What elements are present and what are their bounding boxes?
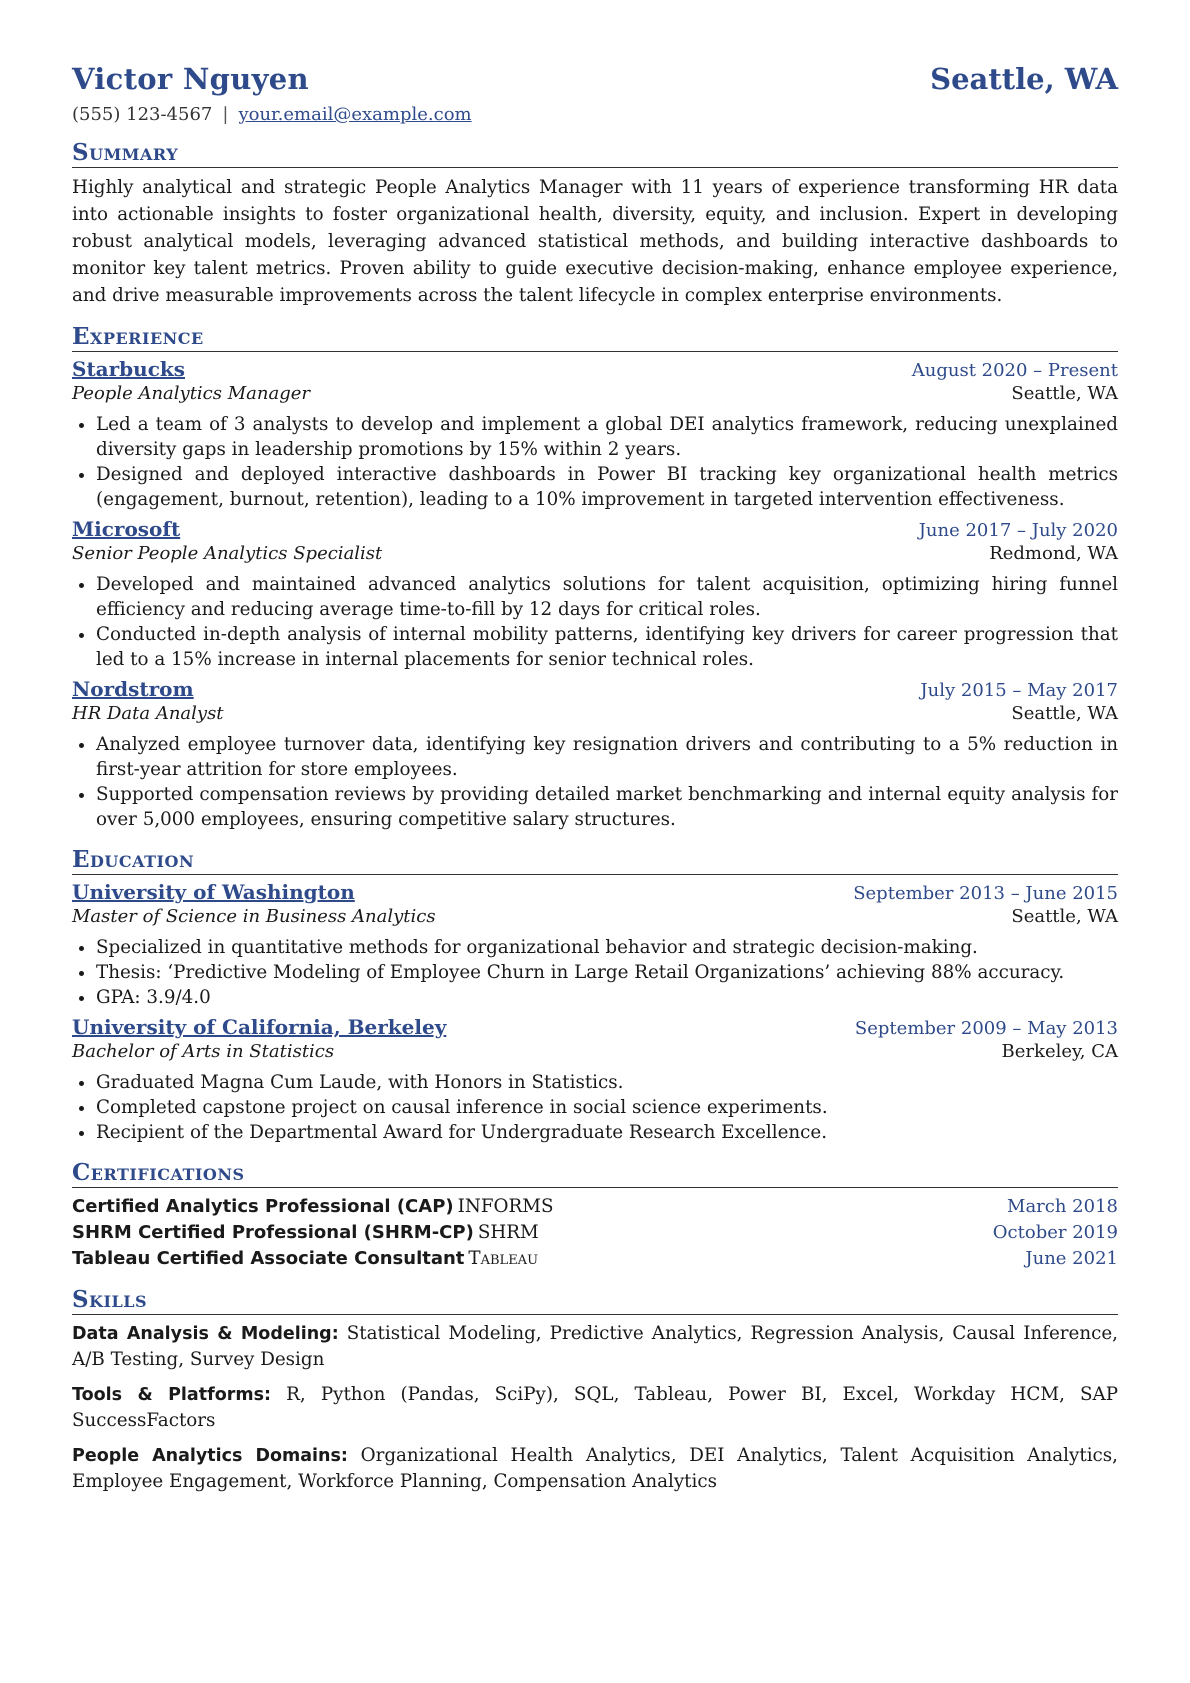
school-location: Seattle, WA — [1011, 906, 1118, 927]
bullet-item: • Analyzed employee turnover data, identifying key resignation drivers and contributing to a 5% reduction in first-year attrition for store employees. — [96, 732, 1118, 782]
section-title-experience: Experience — [72, 323, 1118, 352]
degree: Bachelor of Arts in Statistics — [72, 1041, 335, 1062]
job-location: Seattle, WA — [1011, 383, 1118, 404]
experience-entry — [72, 357, 1118, 512]
certification-row — [72, 1246, 1118, 1272]
education-entry — [72, 1015, 1118, 1145]
certification-date: March 2018 — [1007, 1196, 1118, 1217]
bullet-list — [72, 935, 1118, 1010]
certification-date: June 2021 — [1025, 1248, 1118, 1269]
certification-row — [72, 1194, 1118, 1220]
bullet-item: • GPA: 3.9/4.0 — [96, 985, 1118, 1010]
employer-link[interactable]: Nordstrom — [72, 677, 194, 701]
certification-issuer: SHRM — [477, 1222, 539, 1243]
contact-line — [72, 104, 1118, 125]
phone-number: (555) 123-4567 — [72, 104, 213, 125]
bullet-list — [72, 1070, 1118, 1145]
employment-dates: August 2020 – Present — [911, 360, 1118, 381]
experience-entry — [72, 517, 1118, 672]
bullet-item: • Completed capstone project on causal inference in social science experiments. — [96, 1095, 1118, 1120]
skill-category: Tools & Platforms: — [72, 1385, 272, 1405]
employment-dates: June 2017 – July 2020 — [918, 520, 1118, 541]
skill-group — [72, 1382, 1118, 1433]
certification-row — [72, 1220, 1118, 1246]
job-title: Senior People Analytics Specialist — [72, 543, 383, 564]
bullet-item: • Recipient of the Departmental Award for Undergraduate Research Excellence. — [96, 1120, 1118, 1145]
bullet-item: • Supported compensation reviews by providing detailed market benchmarking and internal equity analysis for over 5,000 employees, ensuring competitive salary structures. — [96, 782, 1118, 832]
bullet-item: • Designed and deployed interactive dashboards in Power BI tracking key organizational health metrics (engagement, burnout, retention), leading to a 10% improvement in targeted intervention effectiveness. — [96, 462, 1118, 512]
degree: Master of Science in Business Analytics — [72, 906, 436, 927]
bullet-item: • Led a team of 3 analysts to develop and implement a global DEI analytics framework, reducing unexplained diversity gaps in leadership promotions by 15% within 2 years. — [96, 412, 1118, 462]
candidate-location: Seattle, WA — [930, 62, 1118, 96]
certification-list — [72, 1194, 1118, 1272]
certification-issuer: Tableau — [468, 1248, 539, 1269]
section-title-education: Education — [72, 846, 1118, 875]
school-link[interactable]: University of Washington — [72, 880, 355, 904]
job-title: HR Data Analyst — [72, 703, 224, 724]
bullet-item: • Conducted in-depth analysis of internal mobility patterns, identifying key drivers for career progression that led to a 15% increase in internal placements for senior technical roles. — [96, 622, 1118, 672]
bullet-item: • Specialized in quantitative methods for organizational behavior and strategic decision-making. — [96, 935, 1118, 960]
candidate-name: Victor Nguyen — [72, 62, 309, 96]
school-link[interactable]: University of California, Berkeley — [72, 1015, 447, 1039]
certification-issuer: INFORMS — [457, 1196, 554, 1217]
skill-category: Data Analysis & Modeling: — [72, 1324, 339, 1344]
experience-entry — [72, 677, 1118, 832]
certification-name: Tableau Certified Associate Consultant — [72, 1248, 465, 1269]
header — [72, 62, 1118, 96]
employer-link[interactable]: Starbucks — [72, 357, 185, 381]
job-location: Seattle, WA — [1011, 703, 1118, 724]
bullet-item: • Developed and maintained advanced analytics solutions for talent acquisition, optimizing hiring funnel efficiency and reducing average time-to-fill by 12 days for critical roles. — [96, 572, 1118, 622]
bullet-item: • Thesis: ‘Predictive Modeling of Employee Churn in Large Retail Organizations’ achieving 88% accuracy. — [96, 960, 1118, 985]
job-location: Redmond, WA — [989, 543, 1118, 564]
employment-dates: July 2015 – May 2017 — [920, 680, 1118, 701]
school-location: Berkeley, CA — [1001, 1041, 1118, 1062]
skill-items: Statistical Modeling, Predictive Analytics, Regression Analysis, Causal Inference, A/B Testing, Survey Design — [72, 1323, 1118, 1370]
bullet-list — [72, 412, 1118, 512]
skill-category: People Analytics Domains: — [72, 1446, 348, 1466]
education-dates: September 2009 – May 2013 — [854, 1018, 1118, 1039]
job-title: People Analytics Manager — [72, 383, 310, 404]
employer-link[interactable]: Microsoft — [72, 517, 181, 541]
education-entry — [72, 880, 1118, 1010]
section-title-skills: Skills — [72, 1286, 1118, 1315]
skill-items: R, Python (Pandas, SciPy), SQL, Tableau, Power BI, Excel, Workday HCM, SAP SuccessFactors — [72, 1384, 1119, 1431]
certification-date: October 2019 — [992, 1222, 1118, 1243]
education-dates: September 2013 – June 2015 — [853, 883, 1118, 904]
bullet-item: • Graduated Magna Cum Laude, with Honors in Statistics. — [96, 1070, 1118, 1095]
bullet-list — [72, 572, 1118, 672]
section-title-summary: Summary — [72, 139, 1118, 168]
skill-group — [72, 1321, 1118, 1372]
skill-group — [72, 1443, 1118, 1494]
section-title-certifications: Certifications — [72, 1159, 1118, 1188]
summary-text: Highly analytical and strategic People Analytics Manager with 11 years of experience transforming HR data into actionable insights to foster organizational health, diversity, equity, and inclusion. Expert in developing robust analytical models, leveraging advanced statistical methods, and building interactive dashboards to monitor key talent metrics. Proven ability to guide executive decision-making, enhance employee experience, and drive measurable improvements across the talent lifecycle in complex enterprise environments. — [72, 177, 1118, 306]
email-link[interactable]: your.email@example.com — [238, 104, 472, 125]
certification-name: SHRM Certified Professional (SHRM-CP) — [72, 1222, 474, 1243]
certification-name: Certified Analytics Professional (CAP) — [72, 1196, 454, 1217]
bullet-list — [72, 732, 1118, 832]
contact-separator: | — [222, 104, 229, 125]
skill-items: Organizational Health Analytics, DEI Analytics, Talent Acquisition Analytics, Employee Engagement, Workforce Planning, Compensation Analytics — [72, 1445, 1118, 1492]
